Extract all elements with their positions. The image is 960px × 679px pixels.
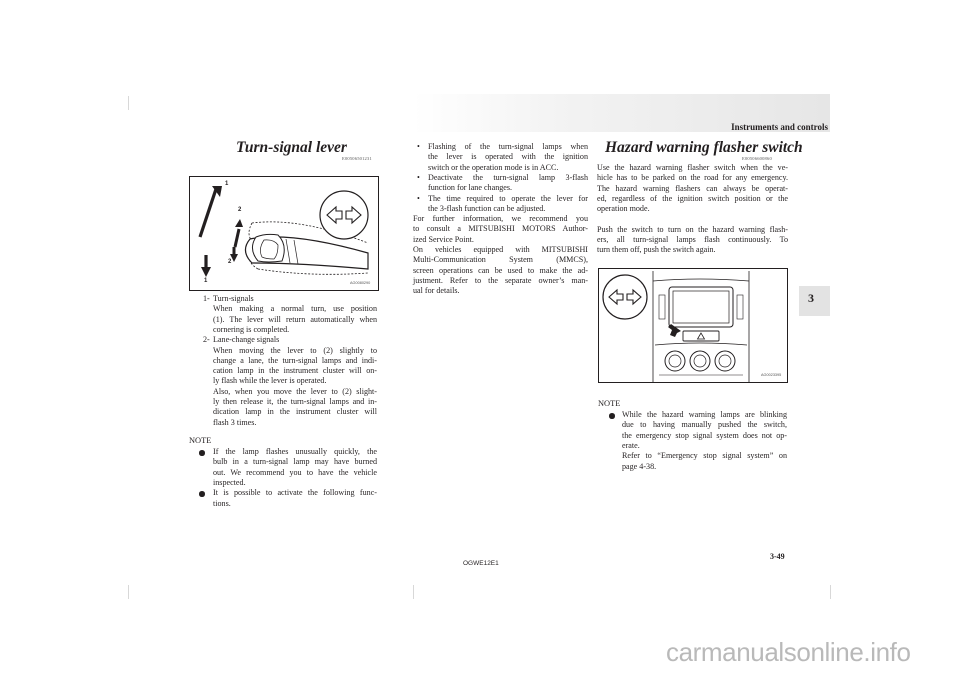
paragraph-line: ers, all turn-signal lamps flash continuously. To	[597, 235, 788, 245]
item-text-line: dication lamp in the instrument cluster will	[213, 407, 377, 417]
crop-mark	[816, 585, 831, 599]
figure-label-1-bottom: 1	[204, 278, 208, 284]
lever-illustration	[190, 177, 378, 290]
bullet-text-line: switch or the operation mode is in ACC.	[428, 162, 559, 172]
note-text-line: tions.	[213, 498, 231, 508]
section-code: E00506501231	[342, 156, 372, 161]
paragraph-line: to consult a MITSUBISHI MOTORS Author-	[413, 224, 588, 234]
item-text-line: ly flash while the lever is operated.	[213, 376, 327, 386]
paragraph-line: Push the switch to turn on the hazard warning flash-	[597, 224, 788, 234]
chapter-number: 3	[808, 291, 814, 305]
note-text-line: While the hazard warning lamps are blinking	[622, 410, 787, 419]
note-text-line: erate.	[622, 440, 640, 450]
hazard-switch-figure	[598, 268, 788, 383]
item-text-line: change a lane, the turn-signal lamps and indi-	[213, 355, 377, 365]
bullet-mark: •	[417, 172, 420, 182]
bullet-text-line: function for lane changes.	[428, 183, 513, 193]
note-label: NOTE	[598, 399, 621, 408]
note-text-line: inspected.	[213, 477, 246, 487]
section-title-turn-signal: Turn-signal lever	[236, 139, 347, 156]
note-label: NOTE	[189, 436, 212, 445]
item-text-line: flash 3 times.	[213, 417, 257, 427]
paragraph-line: For further information, we recommend you	[413, 214, 588, 224]
note-bullet-icon	[199, 450, 205, 456]
paragraph-line: turn them off, push the switch again.	[597, 245, 716, 255]
note-text-line: bulb in a turn-signal lamp may have burned	[213, 457, 377, 467]
paragraph-line: The hazard warning flashers can always be operat-	[597, 183, 788, 193]
section-title-hazard: Hazard warning flasher switch	[605, 139, 803, 156]
item-number: 1-	[203, 294, 210, 303]
turn-signal-lever-figure	[189, 176, 379, 291]
paragraph-line: operation mode.	[597, 204, 650, 214]
bullet-text-line: Deactivate the turn-signal lamp 3-flash	[428, 172, 588, 182]
item-text-line: When moving the lever to (2) slightly to	[213, 345, 377, 355]
figure-code: AG0023395	[761, 373, 782, 377]
figure-label-2-top: 2	[238, 207, 242, 213]
figure-label-1-top: 1	[225, 181, 229, 187]
bullet-text-line: The time required to operate the lever for	[428, 193, 588, 203]
item-text-line: ly then release it, the turn-signal lamps and in-	[213, 397, 377, 406]
figure-code: AG0080290	[350, 281, 371, 285]
chapter-tab	[799, 286, 830, 316]
page-number: 3-49	[770, 552, 785, 561]
crop-mark	[128, 585, 143, 599]
dashboard-illustration	[599, 269, 787, 382]
note-text-line: due to having manually pushed the switch,	[622, 420, 787, 430]
paragraph-line: ized Service Point.	[413, 234, 474, 244]
chapter-title: Instruments and controls	[731, 122, 828, 132]
paragraph-line: Use the hazard warning flasher switch when the ve-	[597, 163, 788, 172]
paragraph-line: ual for details.	[413, 286, 460, 296]
note-text-line: out. We recommend you to have the vehicle	[213, 467, 377, 477]
figure-label-2-bottom: 2	[228, 259, 232, 265]
paragraph-line: Multi-Communication System (MMCS),	[413, 255, 588, 265]
section-code: E00506600860	[742, 156, 772, 161]
bullet-text-line: Flashing of the turn-signal lamps when	[428, 142, 588, 151]
item-number: 2-	[203, 335, 210, 345]
item-text-line: When making a normal turn, use position	[213, 304, 377, 314]
bullet-text-line: the 3-flash function can be adjusted.	[428, 203, 546, 213]
item-text-line: Also, when you move the lever to (2) slight-	[213, 386, 377, 396]
watermark: carmanualsonline.info	[666, 637, 911, 667]
item-text-line: cornering is completed.	[213, 324, 290, 334]
bullet-mark: •	[417, 142, 420, 151]
crop-mark	[128, 96, 143, 110]
note-text-line: the emergency stop signal system does not op-	[622, 430, 787, 440]
bullet-mark: •	[417, 193, 420, 203]
footer-code: OGWE12E1	[463, 560, 499, 567]
note-text-line: Refer to “Emergency stop signal system” on	[622, 451, 787, 461]
paragraph-line: ed, regardless of the ignition switch position or the	[597, 193, 788, 203]
paragraph-line: justment. Refer to the separate owner’s man-	[413, 275, 588, 285]
item-text-line: (1). The lever will return automatically when	[213, 314, 377, 324]
crop-mark	[413, 585, 428, 599]
note-bullet-icon	[199, 491, 205, 497]
item-label-lane-change: Lane-change signals	[213, 335, 280, 345]
note-text-line: page 4-38.	[622, 461, 657, 471]
note-text-line: If the lamp flashes unusually quickly, the	[213, 447, 377, 456]
item-text-line: cation lamp in the instrument cluster will on-	[213, 366, 377, 376]
paragraph-line: screen operations can be used to make the ad-	[413, 265, 588, 275]
paragraph-line: On vehicles equipped with MITSUBISHI	[413, 245, 588, 254]
note-bullet-icon	[609, 413, 615, 419]
note-text-line: It is possible to activate the following func-	[213, 488, 377, 498]
item-label-turn-signals: Turn-signals	[213, 294, 254, 303]
paragraph-line: hicle has to be parked on the road for any emergency.	[597, 173, 788, 183]
bullet-text-line: the lever is operated with the ignition	[428, 152, 588, 162]
